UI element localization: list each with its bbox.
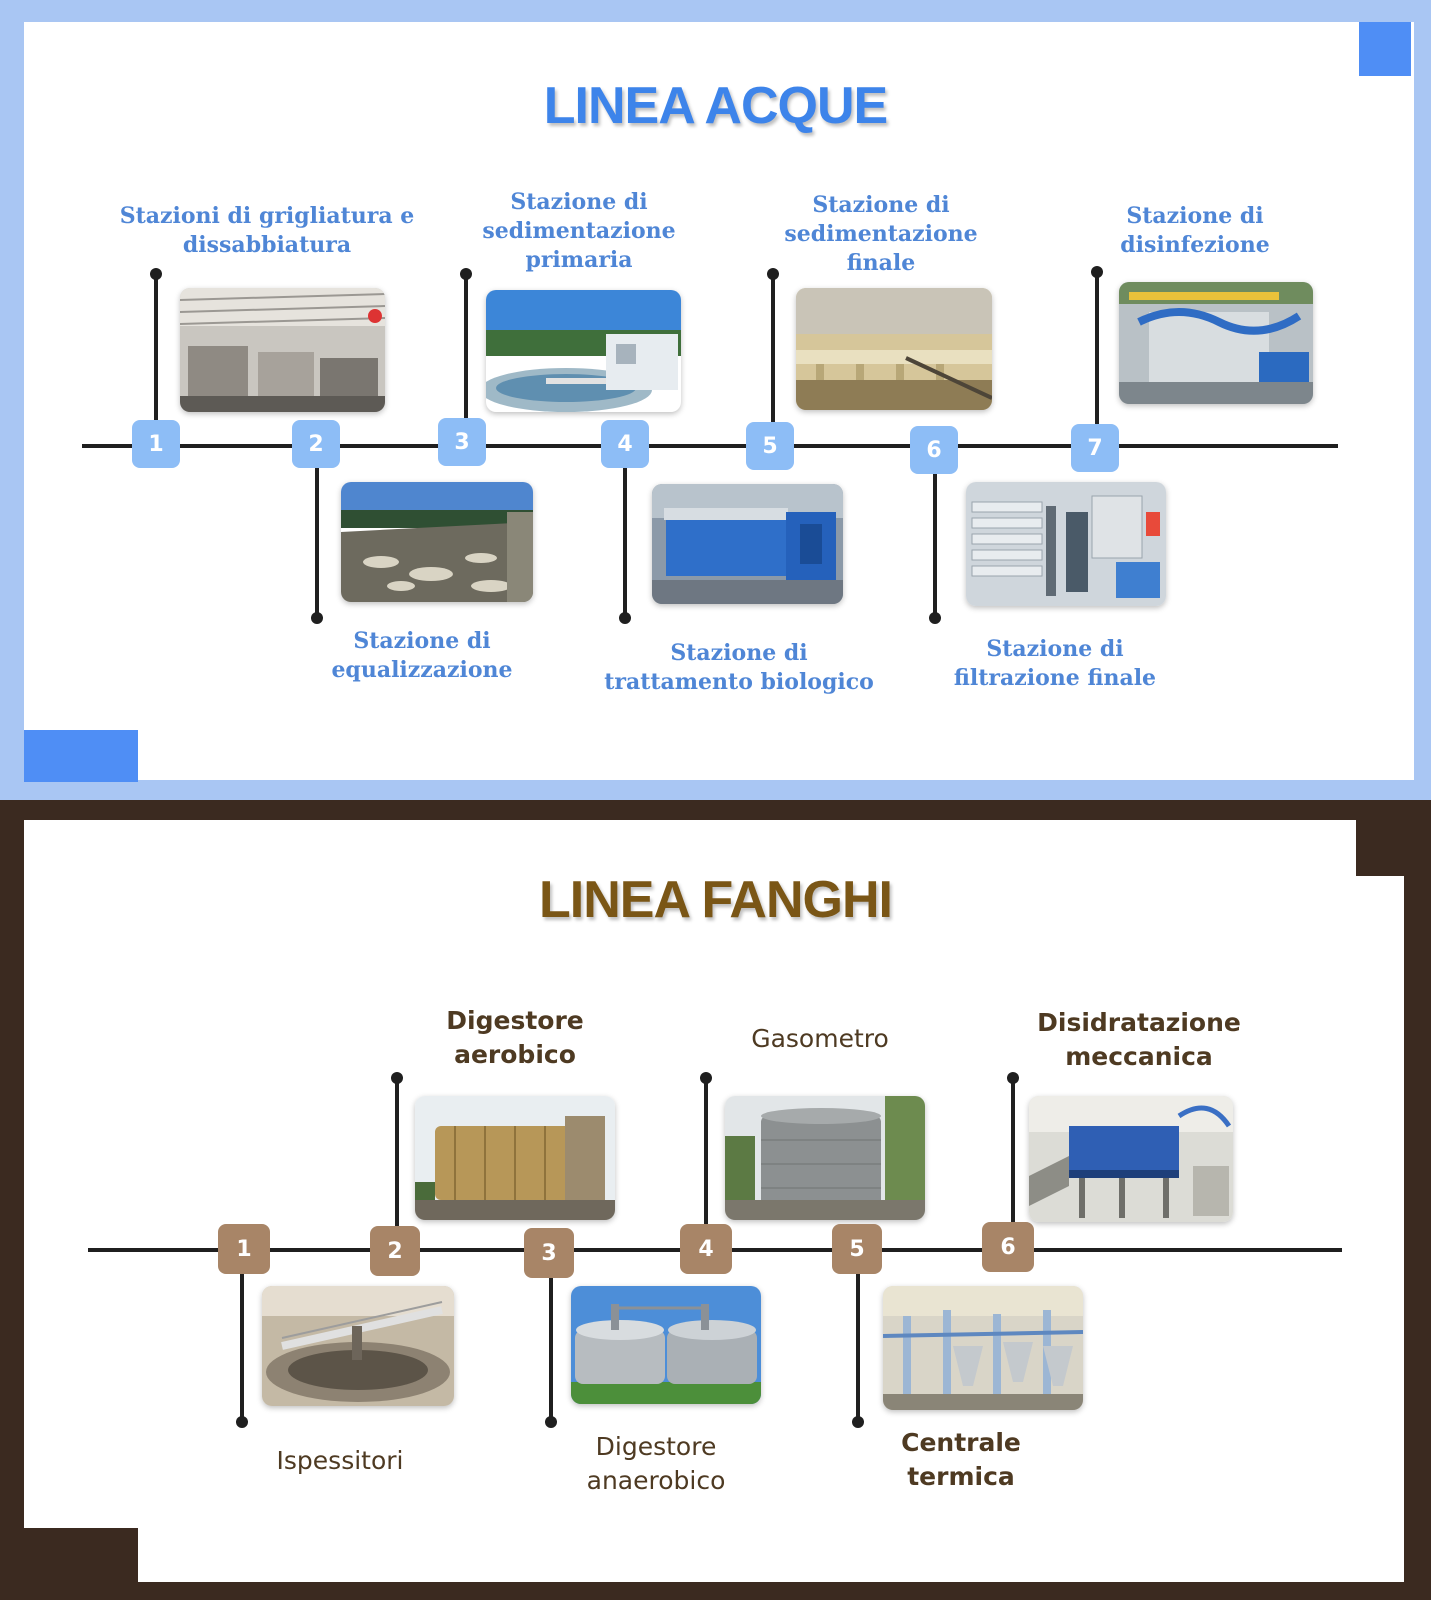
fanghi-step-4-dot — [700, 1072, 712, 1084]
fanghi-step-6-badge: 6 — [982, 1222, 1034, 1272]
disinfection-unit-photo — [1119, 282, 1313, 404]
fanghi-step-2-stem — [395, 1078, 399, 1248]
fanghi-step-2-label: Digestore aerobico — [446, 1006, 584, 1069]
acque-step-4-badge: 4 — [601, 420, 649, 468]
dewatering-photo — [1029, 1096, 1233, 1222]
acque-step-3-dot — [460, 268, 472, 280]
fanghi-step-2-badge: 2 — [370, 1226, 420, 1276]
fanghi-step-3-label: Digestore anaerobico — [586, 1432, 726, 1495]
thickener-photo — [262, 1286, 454, 1406]
fanghi-step-4-label: Gasometro — [751, 1024, 889, 1053]
acque-step-6-label: Stazione di filtrazione finale — [953, 636, 1157, 691]
primary-clarifier-photo — [486, 290, 681, 412]
fanghi-step-1-badge: 1 — [218, 1224, 270, 1274]
fanghi-step-1-dot — [236, 1416, 248, 1428]
thermal-plant-photo — [883, 1286, 1083, 1410]
fanghi-step-4-badge: 4 — [680, 1224, 732, 1274]
final-clarifier-photo — [796, 288, 992, 410]
linea-acque-title: LINEA ACQUE — [543, 77, 888, 135]
acque-step-2-stem — [315, 444, 319, 616]
fanghi-step-2-dot — [391, 1072, 403, 1084]
fanghi-step-6-dot — [1007, 1072, 1019, 1084]
gasometer-photo — [725, 1096, 925, 1220]
acque-step-7-dot — [1091, 266, 1103, 278]
acque-step-1-label: Stazioni di grigliatura e dissabbiatura — [119, 203, 415, 258]
linea-fanghi-slide — [0, 800, 1431, 1600]
acque-step-6-badge: 6 — [910, 426, 958, 474]
grit-chamber-photo — [180, 288, 385, 412]
corner-accent-bottom-left — [24, 730, 138, 782]
acque-step-7-label: Stazione di disinfezione — [1120, 203, 1270, 258]
filtration-plant-photo — [966, 482, 1166, 606]
corner-accent-bottom-left — [24, 1528, 138, 1582]
acque-step-1-dot — [150, 268, 162, 280]
corner-accent-top-right — [1359, 22, 1411, 76]
anaerobic-digester-photo — [571, 1286, 761, 1404]
fanghi-step-4-stem — [704, 1078, 708, 1248]
acque-step-4-stem — [623, 444, 627, 616]
acque-step-5-badge: 5 — [746, 422, 794, 470]
acque-step-2-dot — [311, 612, 323, 624]
linea-fanghi-title: LINEA FANGHI — [539, 871, 892, 929]
aerobic-digester-photo — [415, 1096, 615, 1220]
acque-step-1-stem — [154, 274, 158, 444]
acque-step-1-badge: 1 — [132, 420, 180, 468]
acque-step-7-badge: 7 — [1071, 424, 1119, 472]
fanghi-step-5-label: Centrale termica — [901, 1428, 1021, 1491]
acque-timeline-axis — [82, 444, 1338, 448]
acque-step-5-stem — [771, 274, 775, 444]
biological-unit-photo — [652, 484, 843, 604]
corner-accent-top-right — [1356, 820, 1404, 876]
fanghi-step-1-label: Ispessitori — [276, 1446, 404, 1475]
acque-step-2-label: Stazione di equalizzazione — [331, 628, 513, 683]
acque-step-3-badge: 3 — [438, 418, 486, 466]
acque-step-6-dot — [929, 612, 941, 624]
acque-step-7-stem — [1095, 272, 1099, 444]
fanghi-step-5-stem — [856, 1250, 860, 1420]
acque-step-3-label: Stazione di sedimentazione primaria — [482, 189, 676, 273]
equalization-tank-photo — [341, 482, 533, 602]
acque-step-4-dot — [619, 612, 631, 624]
fanghi-step-5-badge: 5 — [832, 1224, 882, 1274]
fanghi-step-1-stem — [240, 1250, 244, 1420]
fanghi-step-6-label: Disidratazione meccanica — [1037, 1008, 1241, 1071]
acque-step-4-label: Stazione di trattamento biologico — [604, 640, 874, 695]
acque-step-5-label: Stazione di sedimentazione finale — [784, 192, 978, 276]
acque-step-2-badge: 2 — [292, 420, 340, 468]
fanghi-step-5-dot — [852, 1416, 864, 1428]
fanghi-step-3-dot — [545, 1416, 557, 1428]
fanghi-step-3-badge: 3 — [524, 1228, 574, 1278]
